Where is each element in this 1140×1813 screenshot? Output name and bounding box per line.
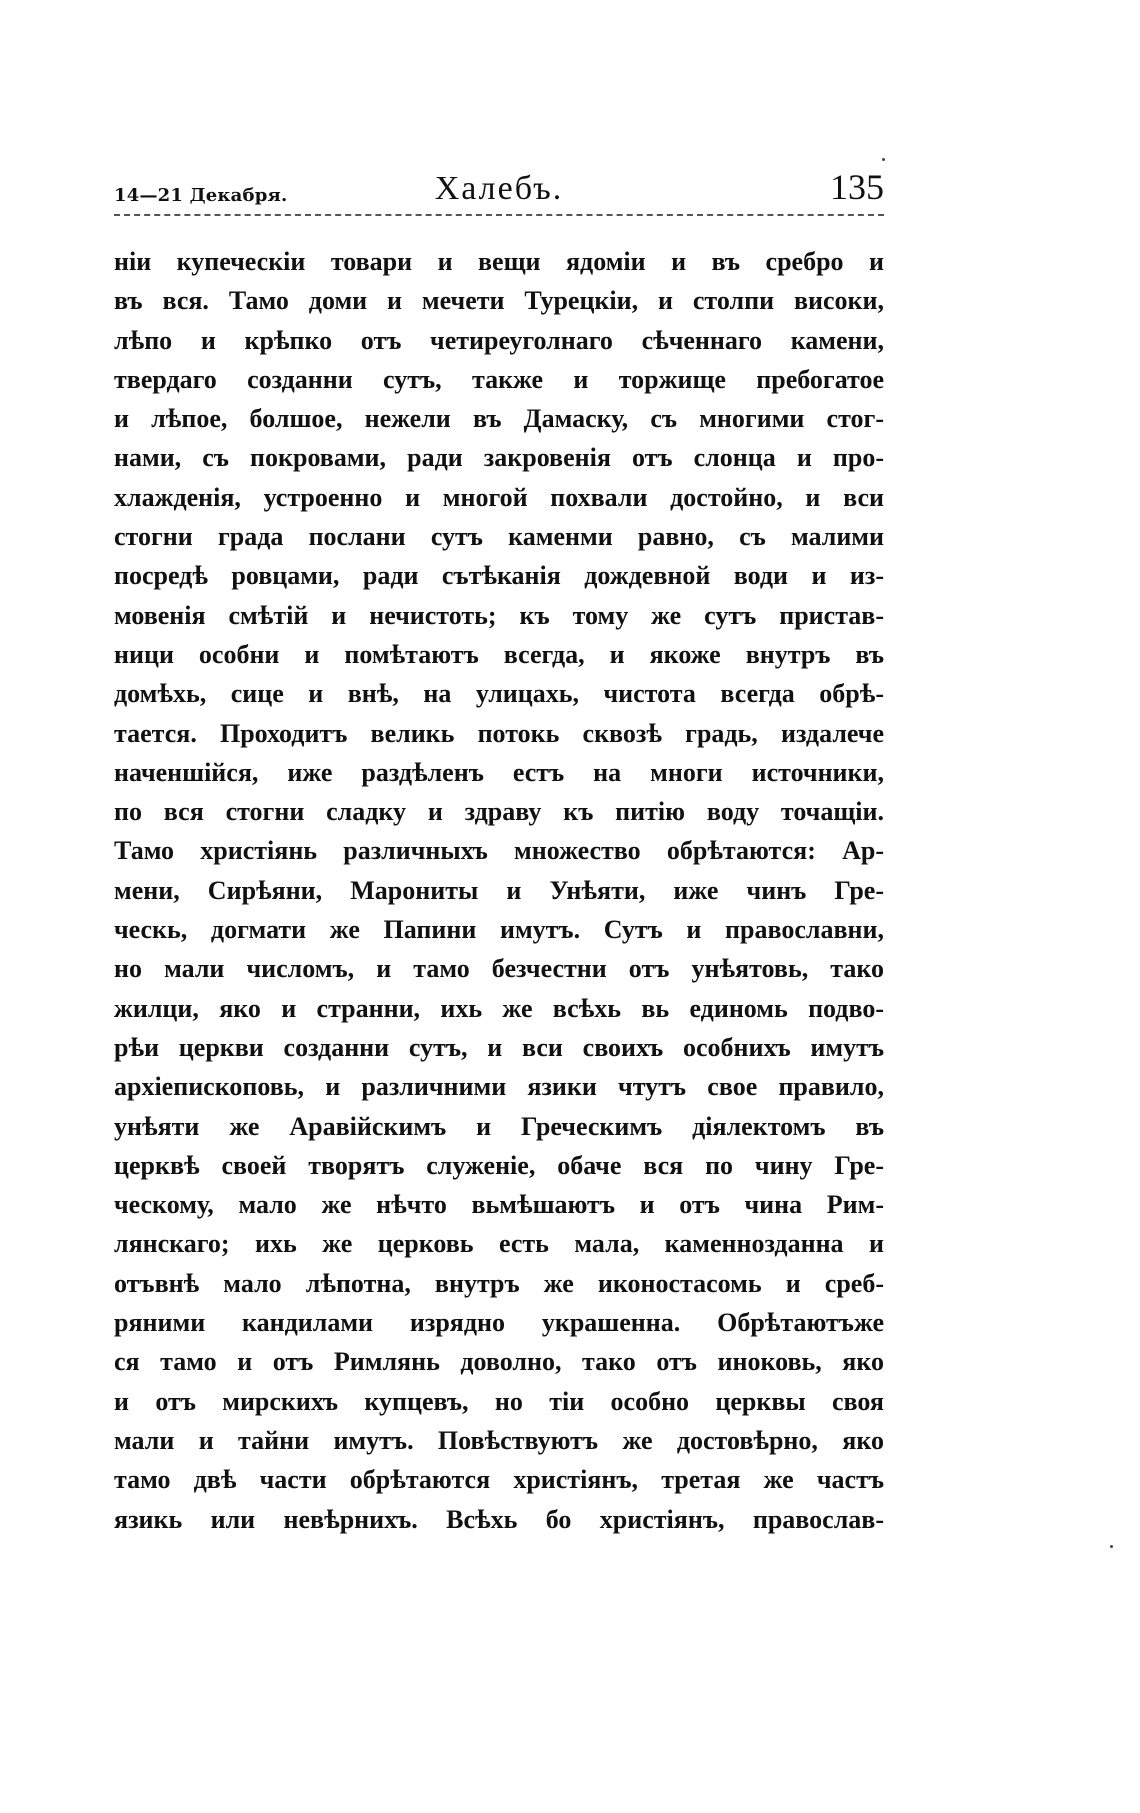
text-line: тается. Проходитъ великь потокь сквозѣ градь, издалече <box>114 718 884 748</box>
scan-speck <box>882 158 885 161</box>
text-line: домѣхь, сице и внѣ, на улицахь, чистота всегда обрѣ- <box>114 679 884 709</box>
text-line: язикь или невѣрнихъ. Всѣхь бо христіянъ, православ- <box>114 1504 884 1534</box>
text-line: мовенія смѣтій и нечистоть; къ тому же сутъ пристав- <box>114 600 884 630</box>
text-line: нами, съ покровами, ради закровенія отъ слонца и про- <box>114 443 884 473</box>
text-line: ряними кандилами изрядно украшенна. Обрѣтаютъже <box>114 1308 884 1338</box>
text-line: посредѣ ровцами, ради сътѣканія дождевной води и из- <box>114 561 884 591</box>
text-line: и отъ мирскихъ купцевъ, но тіи особно церквы своя <box>114 1386 884 1416</box>
text-line: жилци, яко и странни, ихь же всѣхь вь единомь подво- <box>114 993 884 1023</box>
text-line: рѣи церкви созданни сутъ, и вси своихъ особнихъ имутъ <box>114 1032 884 1062</box>
text-line: ся тамо и отъ Римлянь доволно, тако отъ иноковь, яко <box>114 1347 884 1377</box>
text-line: лѣпо и крѣпко отъ четиреуголнаго сѣченнаго камени, <box>114 325 884 355</box>
page-number: 135 <box>830 167 884 207</box>
running-header <box>114 168 884 212</box>
text-line: по вся стогни сладку и здраву къ питію воду точащіи. <box>114 797 884 827</box>
text-line: архіепископовь, и различними язики чтутъ свое правило, <box>114 1072 884 1102</box>
text-line: Тамо христіянь различныхъ множество обрѣтаются: Ар- <box>114 836 884 866</box>
text-line: мали и тайни имутъ. Повѣствуютъ же достовѣрно, яко <box>114 1425 884 1455</box>
text-line: лянскаго; ихь же церковь есть мала, каменнозданна и <box>114 1229 884 1259</box>
header-title: Халебъ. <box>434 170 564 207</box>
body-text <box>114 242 884 1539</box>
text-line: хлажденія, устроенно и многой похвали достойно, и вси <box>114 482 884 512</box>
text-line: въ вся. Тамо доми и мечети Турецкіи, и столпи високи, <box>114 286 884 316</box>
text-line: ческь, догмати же Папини имутъ. Сутъ и православни, <box>114 915 884 945</box>
text-line: ческому, мало же нѣчто вьмѣшаютъ и отъ чина Рим- <box>114 1190 884 1220</box>
text-line: ници особни и помѣтаютъ всегда, и якоже внутръ въ <box>114 639 884 669</box>
text-line: церквѣ своей творятъ служеніе, обаче вся по чину Гре- <box>114 1150 884 1180</box>
text-line: наченшійся, иже раздѣленъ естъ на многи источники, <box>114 757 884 787</box>
scan-speck <box>1110 1545 1113 1548</box>
text-line: стогни града послани сутъ каменми равно, съ малими <box>114 522 884 552</box>
text-line: отъвнѣ мало лѣпотна, внутръ же иконостасомь и среб- <box>114 1268 884 1298</box>
text-line: мени, Сирѣяни, Марониты и Унѣяти, иже чинъ Гре- <box>114 875 884 905</box>
header-rule <box>114 214 884 216</box>
text-line: тамо двѣ части обрѣтаются христіянъ, третая же частъ <box>114 1465 884 1495</box>
text-line: и лѣпое, болшое, нежели въ Дамаску, съ многими стог- <box>114 404 884 434</box>
text-line: твердаго созданни сутъ, также и торжище пребогатое <box>114 364 884 394</box>
text-line: но мали числомъ, и тамо безчестни отъ унѣятовь, тако <box>114 954 884 984</box>
header-date-range: 14—21 Декабря. <box>114 185 288 206</box>
text-line: ніи купеческіи товари и вещи ядоміи и въ сребро и <box>114 247 884 276</box>
text-line: унѣяти же Аравійскимъ и Греческимъ діялектомъ въ <box>114 1111 884 1141</box>
